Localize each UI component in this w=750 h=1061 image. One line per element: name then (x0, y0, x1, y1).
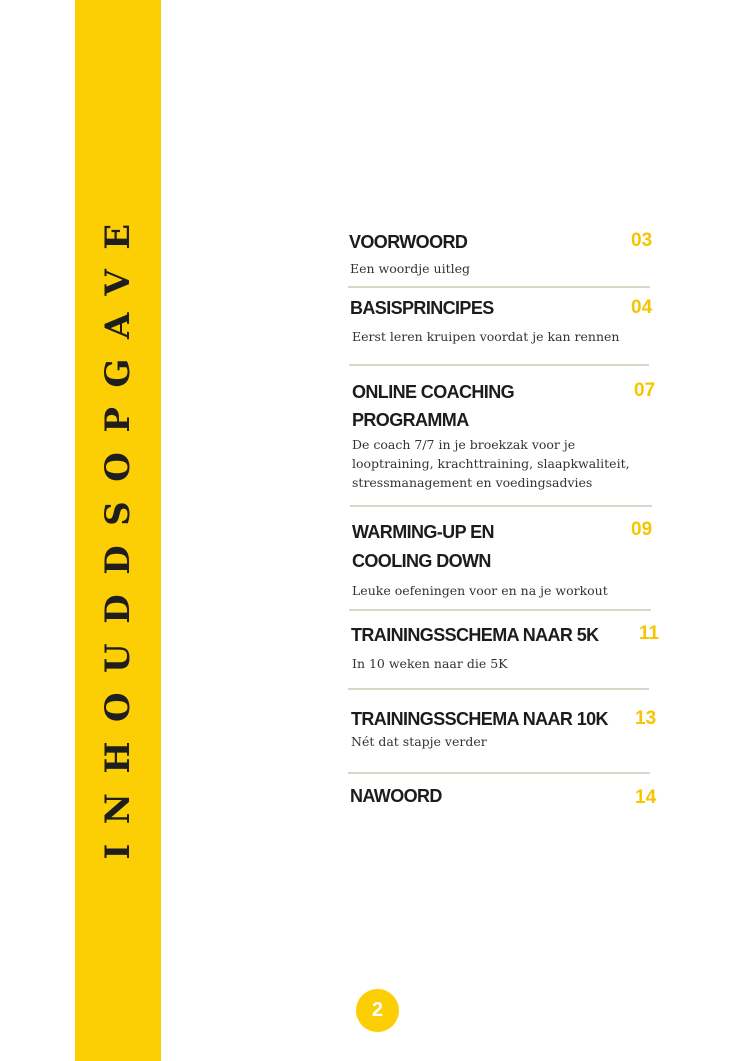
toc-entry-page: 11 (639, 623, 660, 644)
toc-entry-description: stressmanagement en voedingsadvies (352, 475, 593, 490)
toc-entry-title: WARMING-UP EN (352, 522, 494, 542)
toc-entry-page: 14 (635, 787, 657, 808)
toc-entry-page: 07 (634, 380, 656, 401)
toc-entry-page: 09 (631, 519, 653, 540)
toc-entry-title: BASISPRINCIPES (350, 298, 494, 318)
toc-entry-page: 13 (635, 708, 657, 729)
toc-entry-title: VOORWOORD (349, 232, 468, 252)
page-number-badge: 2 (356, 989, 399, 1032)
toc-divider (348, 688, 649, 690)
toc-entry-description: Leuke oefeningen voor en na je workout (352, 583, 608, 598)
toc-entry-title: ONLINE COACHING (352, 382, 515, 402)
toc-entry-title: TRAININGSSCHEMA NAAR 10K (351, 709, 608, 729)
toc-entry-description: De coach 7/7 in je broekzak voor je (352, 437, 576, 452)
toc-entry-title: PROGRAMMA (352, 410, 469, 430)
toc-divider (348, 772, 650, 774)
toc-entry-description: looptraining, krachttraining, slaapkwaliteit, (352, 456, 630, 471)
sidebar-title: INHOUDDSOPGAVE (98, 204, 138, 860)
toc-entry-title: NAWOORD (350, 786, 442, 806)
toc-divider (350, 505, 652, 507)
toc-entry-description: Een woordje uitleg (350, 261, 470, 276)
toc-entry-title: COOLING DOWN (352, 551, 491, 571)
toc-entry-page: 03 (631, 230, 653, 251)
toc-entry-description: Nét dat stapje verder (351, 734, 487, 749)
toc-entry-description: Eerst leren kruipen voordat je kan rennen (352, 329, 620, 344)
toc-entry-description: In 10 weken naar die 5K (352, 656, 508, 671)
toc-divider (349, 364, 649, 366)
toc-divider (349, 609, 651, 611)
toc-divider (348, 286, 650, 288)
toc-entry-title: TRAININGSSCHEMA NAAR 5K (351, 625, 599, 645)
toc-entry-page: 04 (631, 297, 653, 318)
